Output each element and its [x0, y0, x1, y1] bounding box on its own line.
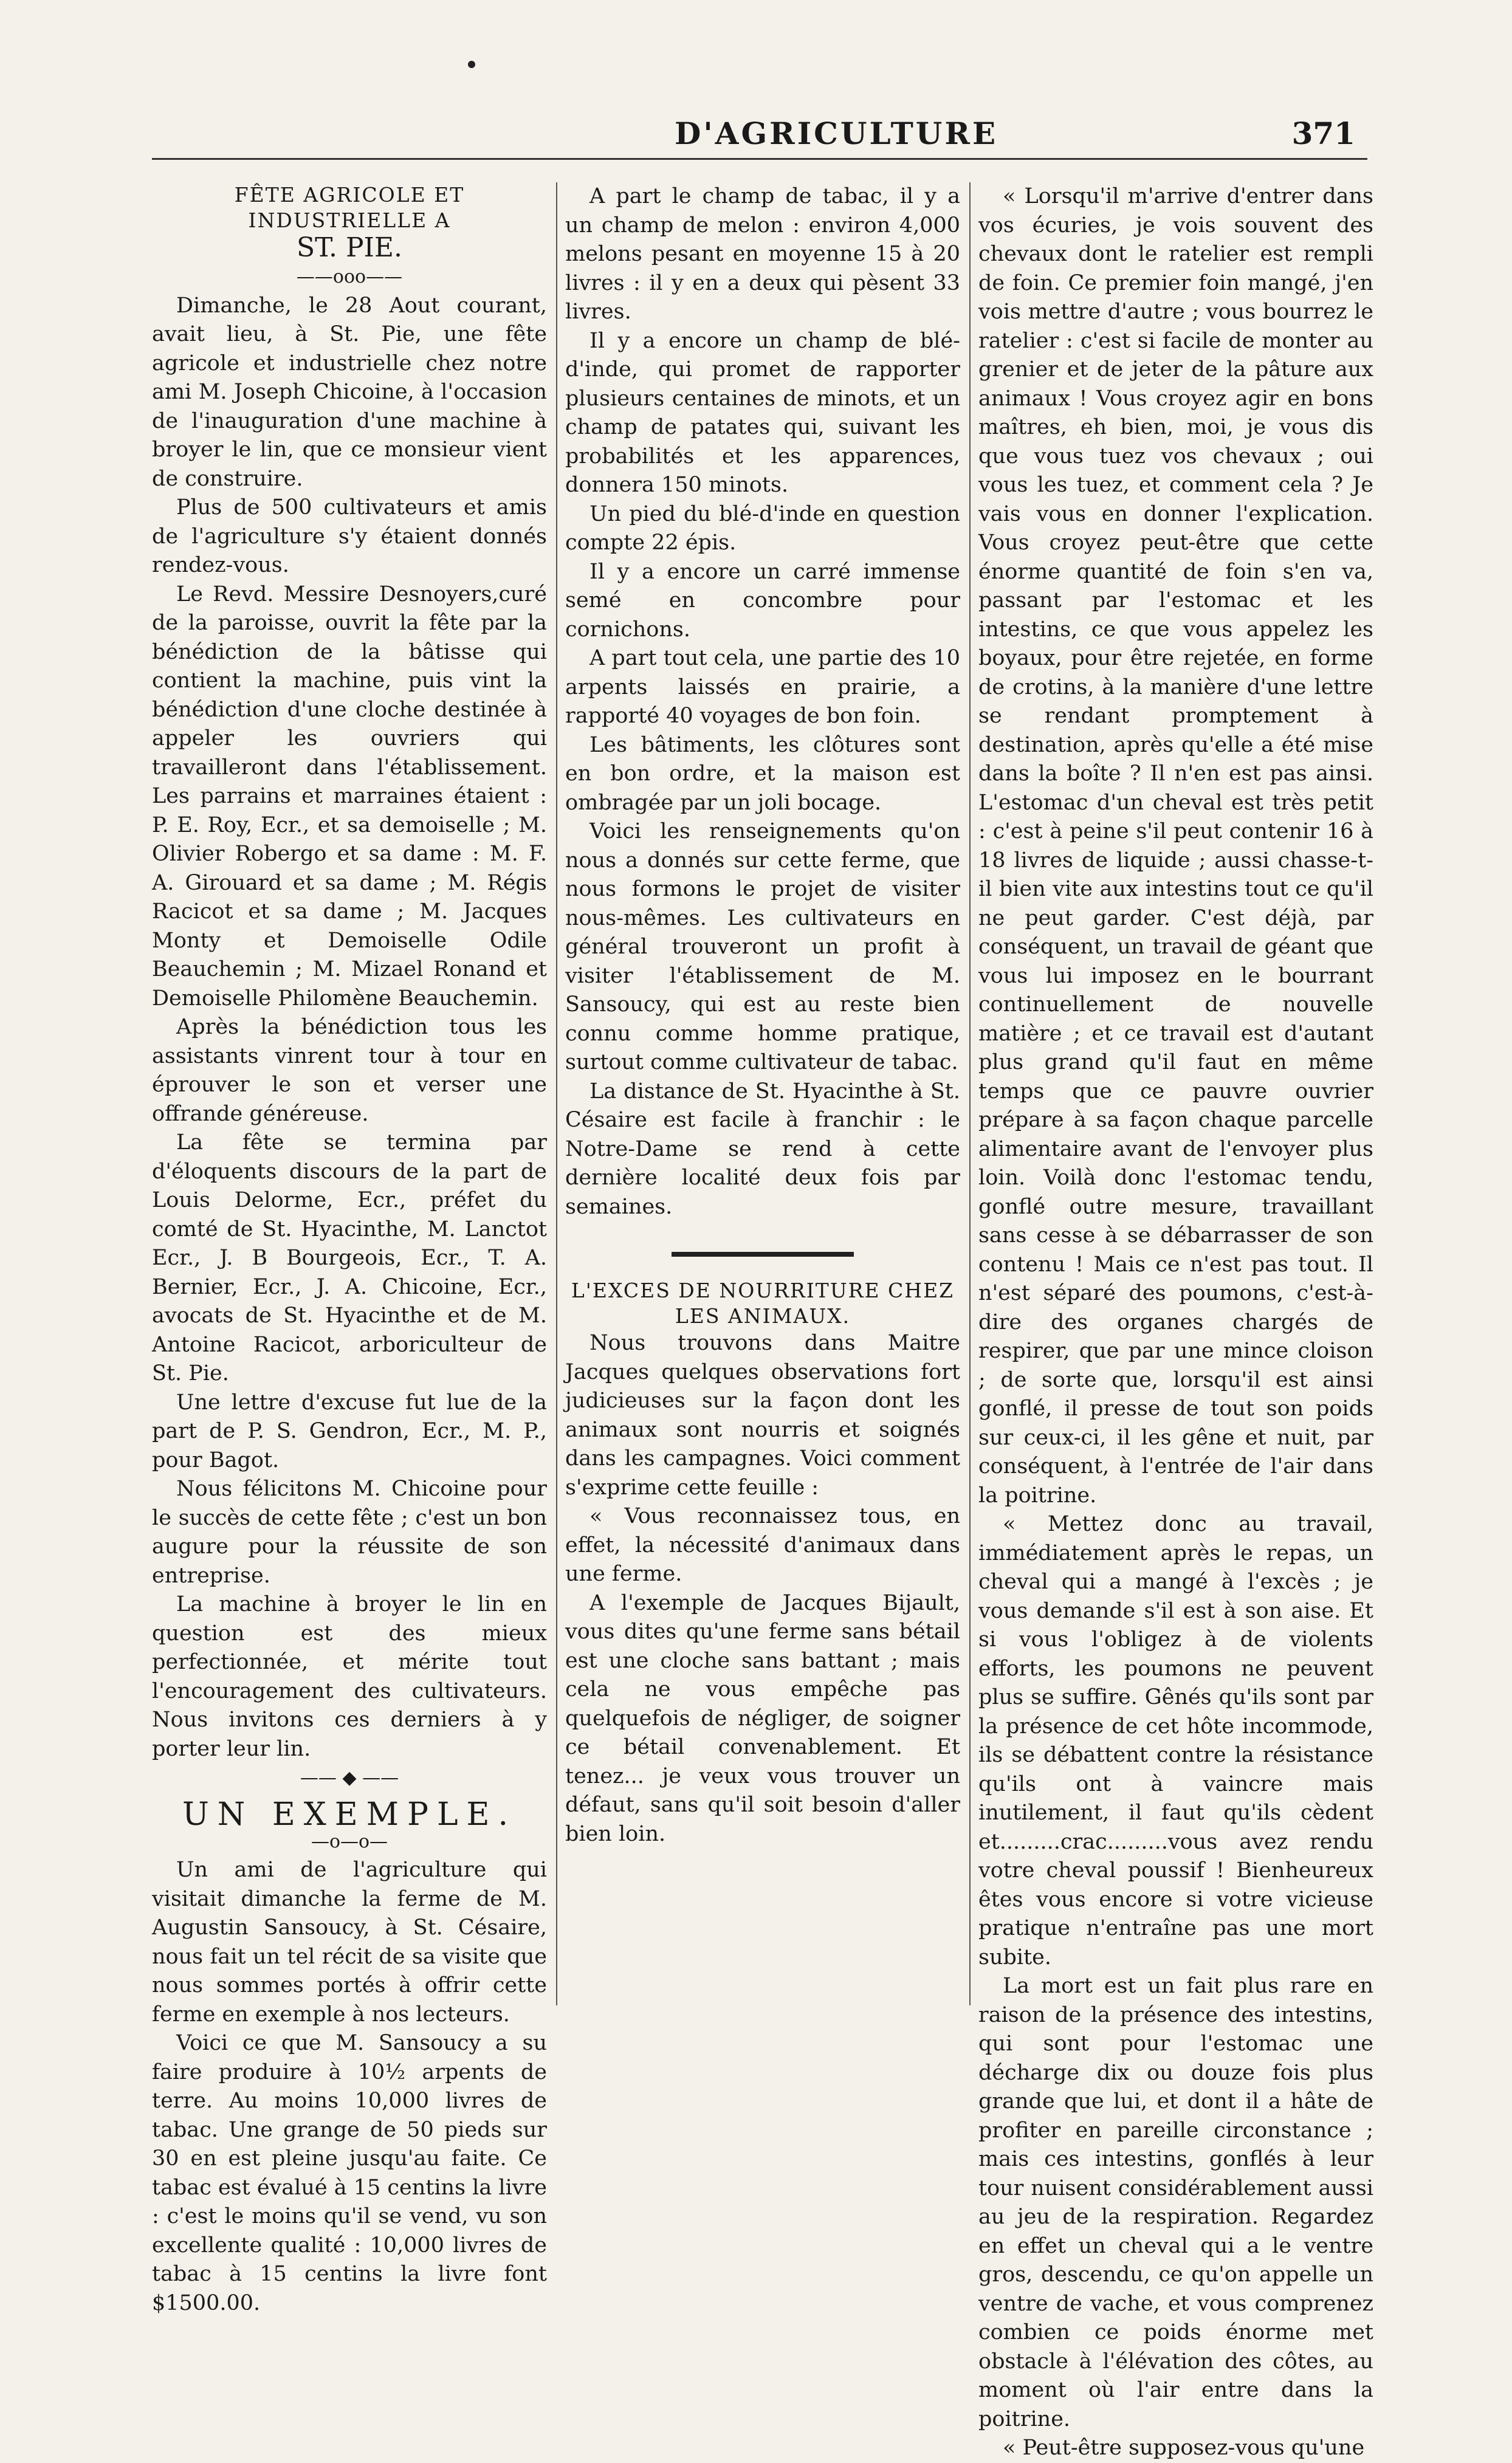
article1-paragraph: La machine à broyer le lin en question est des mieux perfectionnée, et mérite tout l'encouragement des cultivateurs. Nous invitons ces derniers à y porter leur lin.: [152, 1592, 547, 1761]
article1-paragraph: Plus de 500 cultivateurs et amis de l'agriculture s'y étaient donnés rendez-vous.: [152, 495, 547, 577]
article2-heading: UN EXEMPLE.: [182, 1796, 517, 1833]
column-1: [152, 182, 547, 2318]
article2-paragraph: Il y a encore un champ de blé-d'inde, qui promet de rapporter plusieurs centaines de minots, et un champ de patates qui, suivant les probabilités et les apparences, donnera 150 minots.: [565, 328, 960, 497]
article2-paragraph: A part tout cela, une partie des 10 arpents laissés en prairie, a rapporté 40 voyages de bon foin.: [565, 646, 960, 728]
article1-subheading: ST. PIE.: [296, 232, 403, 263]
article3-paragraph: Nous trouvons dans Maitre Jacques quelques observations fort judicieuses sur la façon dont les animaux sont nourris et soignés dans les campagnes. Voici comment s'exprime cette feuille :: [565, 1331, 960, 1500]
article1-ornament: ——ooo——: [296, 266, 403, 287]
article1-paragraph: Nous félicitons M. Chicoine pour le succès de cette fête ; c'est un bon augure pour la réussite de son entreprise.: [152, 1477, 547, 1588]
article2-paragraph: Un pied du blé-d'inde en question compte 22 épis.: [565, 501, 960, 555]
article-divider-bar: [672, 1252, 854, 1257]
article2-ornament: —o—o—: [311, 1830, 388, 1852]
article1-heading: FÊTE AGRICOLE ET INDUSTRIELLE A: [234, 183, 465, 232]
article2-paragraph: Un ami de l'agriculture qui visitait dimanche la ferme de M. Augustin Sansoucy, à St. Césaire, nous fait un tel récit de sa visite que nous sommes portés à offrir cette ferme en exemple à nos lecteurs.: [152, 1858, 547, 2027]
page-number: 371: [1291, 115, 1355, 151]
article-divider: —— ◆ ——: [300, 1767, 399, 1788]
article3-paragraph: « Vous reconnaissez tous, en effet, la nécessité d'animaux dans une ferme.: [565, 1504, 960, 1586]
article2-paragraph: Voici les renseignements qu'on nous a donnés sur cette ferme, que nous formons le projet de visiter nous-mêmes. Les cultivateurs en général trouveront un profit à visiter l'établissement de M. Sansoucy, qui est au reste bien connu comme homme pratique, surtout comme cultivateur de tabac.: [565, 819, 960, 1074]
header-rule: [152, 158, 1367, 160]
article3-paragraph: « Peut-être supposez-vous qu'une: [1003, 2436, 1365, 2460]
column-rule-2: [969, 182, 971, 2005]
column-3: [978, 182, 1373, 2463]
article1-paragraph: La fête se termina par d'éloquents discours de la part de Louis Delorme, Ecr., préfet du comté de St. Hyacinthe, M. Lanctot Ecr., J. B Bourgeois, Ecr., T. A. Bernier, Ecr., J. A. Chicoine, Ecr., avocats de St. Hyacinthe et de M. Antoine Racicot, arboriculteur de St. Pie.: [152, 1130, 547, 1386]
column-2: [565, 182, 960, 1849]
article3-heading: L'EXCES DE NOURRITURE CHEZ LES ANIMAUX.: [571, 1279, 955, 1328]
running-title: D'AGRICULTURE: [675, 115, 998, 151]
article2-paragraph: Il y a encore un carré immense semé en concombre pour cornichons.: [565, 559, 960, 642]
article2-paragraph: La distance de St. Hyacinthe à St. Césaire est facile à franchir : le Notre-Dame se rend à cette dernière localité deux fois par semaines.: [565, 1079, 960, 1219]
article1-paragraph: Après la bénédiction tous les assistants vinrent tour à tour en éprouver le son et verser une offrande généreuse.: [152, 1015, 547, 1126]
article1-paragraph: Le Revd. Messire Desnoyers,curé de la paroisse, ouvrit la fête par la bénédiction de la bâtisse qui contient la machine, puis vint la bénédiction d'une cloche destinée à appeler les ouvriers qui travailleront dans l'établissement. Les parrains et marraines étaient : P. E. Roy, Ecr., et sa demoiselle ; M. Olivier Robergo et sa dame : M. F. A. Girouard et sa dame ; M. Régis Racicot et sa dame ; M. Jacques Monty et Demoiselle Odile Beauchemin ; M. Mizael Ronand et Demoiselle Philomène Beauchemin.: [152, 582, 547, 1011]
ink-dot: [468, 61, 475, 68]
article2-paragraph: Les bâtiments, les clôtures sont en bon ordre, et la maison est ombragée par un joli bocage.: [565, 732, 960, 815]
article2-paragraph: Voici ce que M. Sansoucy a su faire produire à 10½ arpents de terre. Au moins 10,000 livres de tabac. Une grange de 50 pieds sur 30 en est pleine jusqu'au faite. Ce tabac est évalué à 15 centins la livre : c'est le moins qu'il se vend, vu son excellente qualité : 10,000 livres de tabac à 15 centins la livre font $1500.00.: [152, 2031, 547, 2315]
page-header: [152, 91, 1367, 164]
article2-paragraph: A part le champ de tabac, il y a un champ de melon : environ 4,000 melons pesant en moyenne 15 à 20 livres : il y en a deux qui pèsent 33 livres.: [565, 184, 960, 324]
article3-paragraph: A l'exemple de Jacques Bijault, vous dites qu'une ferme sans bétail est une cloche sans battant ; mais cela ne vous empêche pas quelquefois de négliger, de soigner ce bétail convenablement. Et tenez... je veux vous trouver un défaut, sans qu'il soit besoin d'aller bien loin.: [565, 1590, 960, 1846]
article3-paragraph: « Mettez donc au travail, immédiatement après le repas, un cheval qui a mangé à l'excès ; je vous demande s'il est à son aise. Et si vous l'obligez à de violents efforts, les poumons ne peuvent plus se suffire. Gênés qu'ils sont par la présence de cet hôte incommode, ils se débattent contre la résistance qu'ils ont à vaincre mais inutilement, il faut qu'ils cèdent et.........crac.........vous avez rendu votre cheval poussif ! Bienheureux êtes vous encore si votre vicieuse pratique n'entraîne pas une mort subite.: [978, 1512, 1373, 1970]
column-rule-1: [556, 182, 557, 2005]
article1-paragraph: Dimanche, le 28 Aout courant, avait lieu, à St. Pie, une fête agricole et industrielle chez notre ami M. Joseph Chicoine, à l'occasion de l'inauguration d'une machine à broyer le lin, que ce monsieur vient de construire.: [152, 293, 547, 491]
article1-paragraph: Une lettre d'excuse fut lue de la part de P. S. Gendron, Ecr., M. P., pour Bagot.: [152, 1390, 547, 1472]
article3-paragraph: La mort est un fait plus rare en raison de la présence des intestins, qui sont pour l'estomac une décharge dix ou douze fois plus grande que lui, et dont il a hâte de profiter en pareille circonstance ; mais ces intestins, gonflés à leur tour nuisent considérablement aussi au jeu de la respiration. Regardez en effet un cheval qui a le ventre gros, descendu, ce qu'on appelle un ventre de vache, et vous comprenez combien ce poids énorme met obstacle à l'élévation des côtes, au moment où l'air entre dans la poitrine.: [978, 1974, 1373, 2431]
article3-paragraph: « Lorsqu'il m'arrive d'entrer dans vos écuries, je vois souvent des chevaux dont le ratelier est rempli de foin. Ce premier foin mangé, j'en vois mettre d'autre ; vous bourrez le ratelier : c'est si facile de monter au grenier et de jeter de la pâture aux animaux ! Vous croyez agir en bons maîtres, eh bien, moi, je vous dis que vous tuez vos chevaux ; oui vous les tuez, et comment cela ? Je vais vous en donner l'explication. Vous croyez peut-être que cette énorme quantité de foin s'en va, passant par l'estomac et les intestins, ce que vous appelez les boyaux, pour être rejetée, en forme de crotins, à la manière d'une lettre se rendant promptement à destination, après qu'elle a été mise dans la boîte ? Il n'en est pas ainsi. L'estomac d'un cheval est très petit : c'est à peine s'il peut contenir 16 à 18 livres de liquide ; aussi chasse-t-il bien vite aux intestins tout ce qu'il ne peut garder. C'est déjà, par conséquent, un travail de géant que vous lui imposez en le bourrant continuellement de nouvelle matière ; et ce travail est d'autant plus grand qu'il faut en même temps que ce pauvre ouvrier prépare à sa façon chaque parcelle alimentaire avant de l'envoyer plus loin. Voilà donc l'estomac tendu, gonflé outre mesure, travaillant sans cesse à se débarrasser de son contenu ! Mais ce n'est pas tout. Il n'est séparé des poumons, c'est-à-dire des organes chargés de respirer, que par une mince cloison ; de sorte que, lorsqu'il est ainsi gonflé, il presse de tout son poids sur ceux-ci, il les gêne et nuit, par conséquent, à l'entrée de l'air dans la poitrine.: [978, 184, 1373, 1508]
